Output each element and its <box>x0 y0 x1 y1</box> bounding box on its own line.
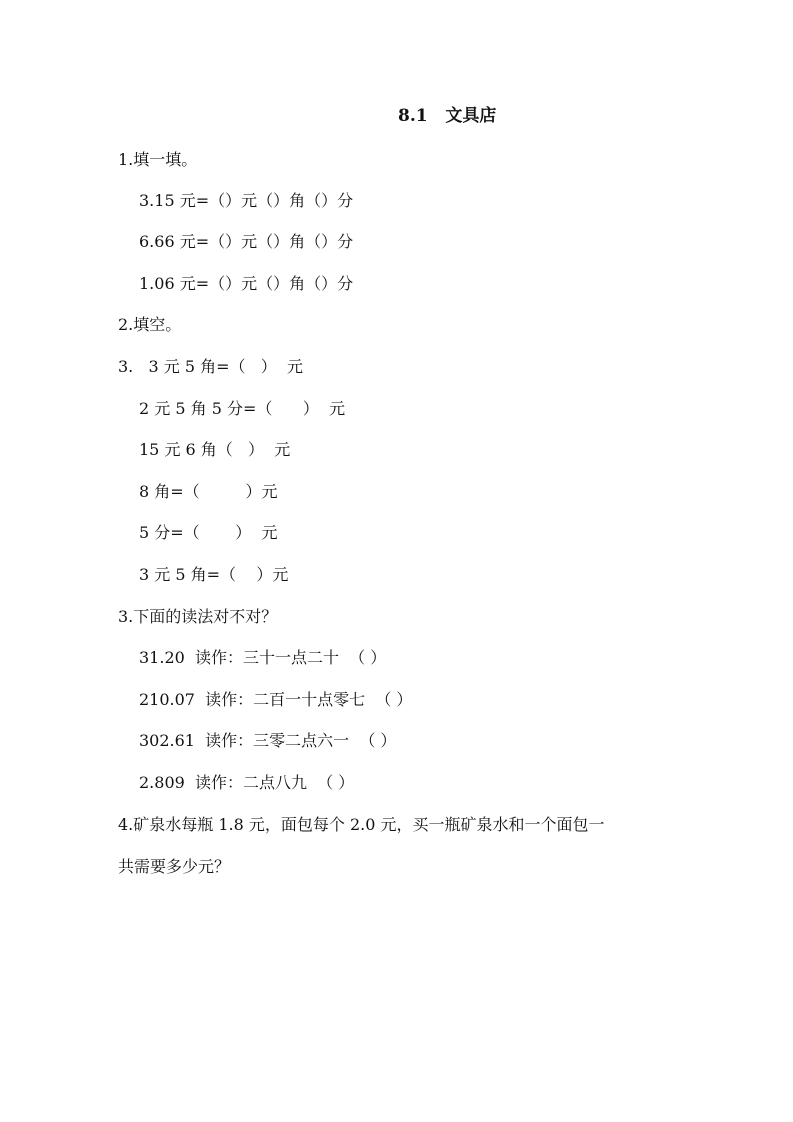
q2-item-3: 15 元 6 角（ ） 元 <box>139 440 291 459</box>
q4-line-1: 4.矿泉水每瓶 1.8 元，面包每个 2.0 元，买一瓶矿泉水和一个面包一 <box>118 815 605 834</box>
q3-heading: 3.下面的读法对不对？ <box>118 607 278 626</box>
q3-item-4: 2.809 读作：二点八九 （ ） <box>139 773 355 792</box>
q1-heading: 1.填一填。 <box>118 150 198 169</box>
q4-line-2: 共需要多少元？ <box>118 857 231 876</box>
q2-item-2: 2 元 5 角 5 分=（ ） 元 <box>139 399 346 418</box>
q2-item-1: 3. 3 元 5 角=（ ） 元 <box>118 357 303 376</box>
q2-item-5: 5 分=（ ） 元 <box>139 523 278 542</box>
q1-item-2: 6.66 元=（）元（）角（）分 <box>139 232 354 251</box>
q1-item-3: 1.06 元=（）元（）角（）分 <box>139 274 354 293</box>
q1-item-1: 3.15 元=（）元（）角（）分 <box>139 191 354 210</box>
q2-item-6: 3 元 5 角=（ ）元 <box>139 565 289 584</box>
q2-item-4: 8 角=（ ）元 <box>139 482 278 501</box>
q3-item-2: 210.07 读作：二百一十点零七 （ ） <box>139 690 413 709</box>
q2-heading: 2.填空。 <box>118 315 182 334</box>
q3-item-1: 31.20 读作：三十一点二十 （ ） <box>139 648 387 667</box>
q3-item-3: 302.61 读作：三零二点六一 （ ） <box>139 731 397 750</box>
page-title: 8.1 文具店 <box>398 106 497 126</box>
